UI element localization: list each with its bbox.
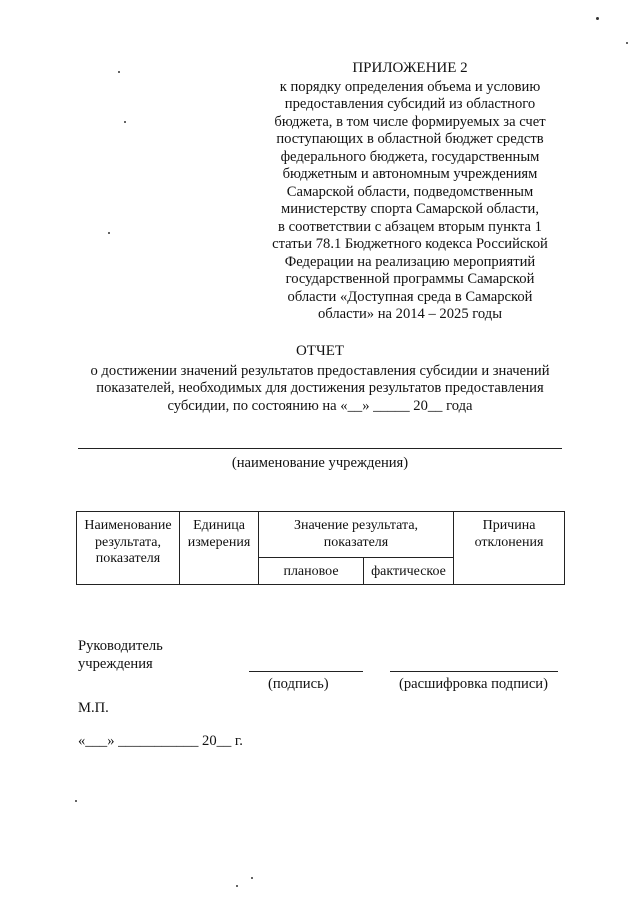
header-actual: фактическое — [364, 558, 454, 585]
appendix-line: министерству спорта Самарской области, — [281, 201, 539, 217]
appendix-title: ПРИЛОЖЕНИЕ 2 — [352, 60, 468, 76]
appendix-line: области» на 2014 – 2025 годы — [317, 306, 502, 322]
head-label-line: учреждения — [78, 655, 153, 672]
organization-caption: (наименование учреждения) — [231, 455, 409, 471]
appendix-line: предоставления субсидий из областного — [284, 96, 536, 112]
appendix-line: федерального бюджета, государственным — [280, 148, 540, 165]
signature-decoding-line — [390, 671, 558, 672]
head-label-line: Руководитель — [78, 638, 163, 654]
signature-decoding-caption: (расшифровка подписи) — [399, 676, 548, 692]
appendix-line: статьи 78.1 Бюджетного кодекса Российской — [272, 236, 548, 252]
appendix-line: государственной программы Самарской — [285, 271, 535, 287]
signature-caption: (подпись) — [268, 676, 329, 692]
appendix-line: Самарской области, подведомственным — [286, 183, 534, 200]
report-title: ОТЧЕТ — [295, 343, 345, 359]
results-table — [76, 511, 565, 585]
organization-name-line — [78, 448, 562, 449]
scan-speck — [236, 885, 238, 887]
report-subtitle-line: о достижении значений результатов предоставления субсидии и значений — [90, 362, 550, 379]
appendix-line: области «Доступная среда в Самарской — [287, 288, 533, 305]
scan-speck — [626, 42, 628, 44]
signature-line — [249, 671, 363, 672]
report-header — [70, 343, 570, 415]
appendix-line: к порядку определения объема и условию — [279, 78, 541, 95]
head-label — [78, 638, 163, 673]
appendix-line: бюджета, в том числе формируемых за счет — [274, 113, 546, 130]
scan-speck — [596, 17, 599, 20]
scan-speck — [75, 800, 77, 802]
report-subtitle-line: показателей, необходимых для достижения результатов предоставления — [96, 380, 544, 396]
scan-speck — [124, 121, 126, 123]
header-result-name: Наименование результата, показателя — [77, 512, 180, 585]
appendix-line: в соответствии с абзацем вторым пункта 1 — [278, 218, 542, 235]
report-subtitle-line: субсидии, по состоянию на «__» _____ 20__ года — [167, 397, 473, 414]
header-value: Значение результата, показателя — [259, 512, 454, 558]
header-deviation-reason: Причина отклонения — [454, 512, 565, 585]
appendix-line: Федерации на реализацию мероприятий — [284, 253, 536, 270]
scan-speck — [251, 877, 253, 879]
header-planned: плановое — [259, 558, 364, 585]
stamp-place-label: М.П. — [78, 700, 109, 716]
date-line: «___» ___________ 20__ г. — [78, 733, 243, 749]
header-unit: Единица измерения — [180, 512, 259, 585]
appendix-line: бюджетным и автономным учреждениям — [282, 166, 538, 182]
table-header-row — [77, 512, 565, 558]
scan-speck — [108, 232, 110, 234]
appendix-line: поступающих в областной бюджет средств — [276, 131, 544, 147]
scan-speck — [118, 71, 120, 73]
appendix-header — [255, 60, 565, 324]
